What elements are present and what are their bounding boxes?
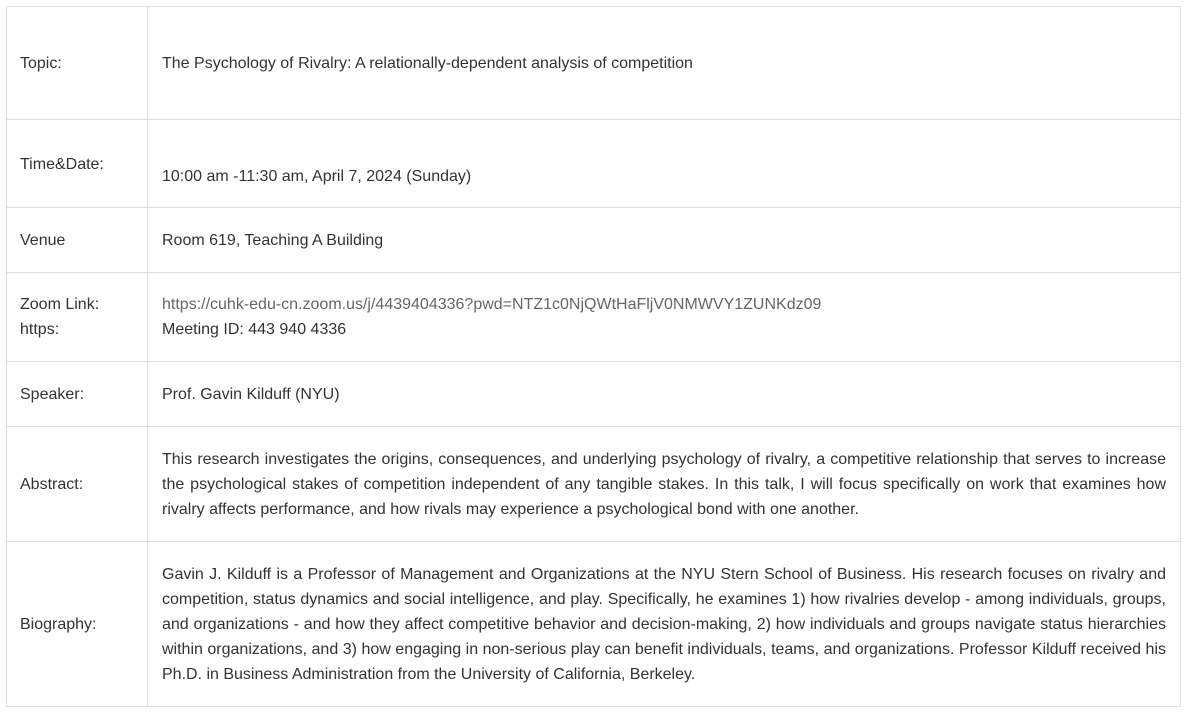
abstract-label: Abstract: (7, 427, 148, 542)
time-label-text: Time&Date: (20, 156, 104, 173)
event-info-table (6, 6, 1181, 707)
zoom-row (7, 273, 1181, 362)
time-label (7, 120, 148, 208)
event-info-container (6, 6, 1181, 707)
topic-value: The Psychology of Rivalry: A relationally-dependent analysis of competition (148, 7, 1181, 120)
time-value-text: 10:00 am -11:30 am, April 7, 2024 (Sunday) (162, 168, 472, 185)
speaker-row (7, 362, 1181, 427)
time-row (7, 120, 1181, 208)
biography-value: Gavin J. Kilduff is a Professor of Management and Organizations at the NYU Stern School of Business. His research focuses on rivalry and competition, status dynamics and social intelligence, and play. Specifically, he examines 1) how rivalries develop - among individuals, groups, and organizations - and how they affect competitive behavior and decision-making, 2) how individuals and groups navigate status hierarchies within organizations, and 3) how engaging in non-serious play can benefit individuals, teams, and organizations. Professor Kilduff received his Ph.D. in Business Administration from the University of California, Berkeley. (148, 542, 1181, 707)
venue-label: Venue (7, 208, 148, 273)
zoom-link[interactable]: https://cuhk-edu-cn.zoom.us/j/4439404336?pwd=NTZ1c0NjQWtHaFljV0NMWVY1ZUNKdz09 (162, 296, 822, 313)
abstract-row (7, 427, 1181, 542)
biography-row (7, 542, 1181, 707)
topic-row (7, 7, 1181, 120)
time-value (148, 120, 1181, 208)
abstract-value: This research investigates the origins, consequences, and underlying psychology of rivalry, a competitive relationship that serves to increase the psychological stakes of competition independent of any tangible stakes. In this talk, I will focus specifically on work that examines how rivalry affects performance, and how rivals may experience a psychological bond with one another. (148, 427, 1181, 542)
zoom-label (7, 273, 148, 362)
zoom-label-line2: https: (20, 321, 60, 338)
speaker-value: Prof. Gavin Kilduff (NYU) (148, 362, 1181, 427)
zoom-label-line1: Zoom Link: (20, 296, 100, 313)
venue-row (7, 208, 1181, 273)
biography-label: Biography: (7, 542, 148, 707)
speaker-label: Speaker: (7, 362, 148, 427)
meeting-id: Meeting ID: 443 940 4336 (162, 321, 347, 338)
topic-label: Topic: (7, 7, 148, 120)
zoom-value (148, 273, 1181, 362)
venue-value: Room 619, Teaching A Building (148, 208, 1181, 273)
